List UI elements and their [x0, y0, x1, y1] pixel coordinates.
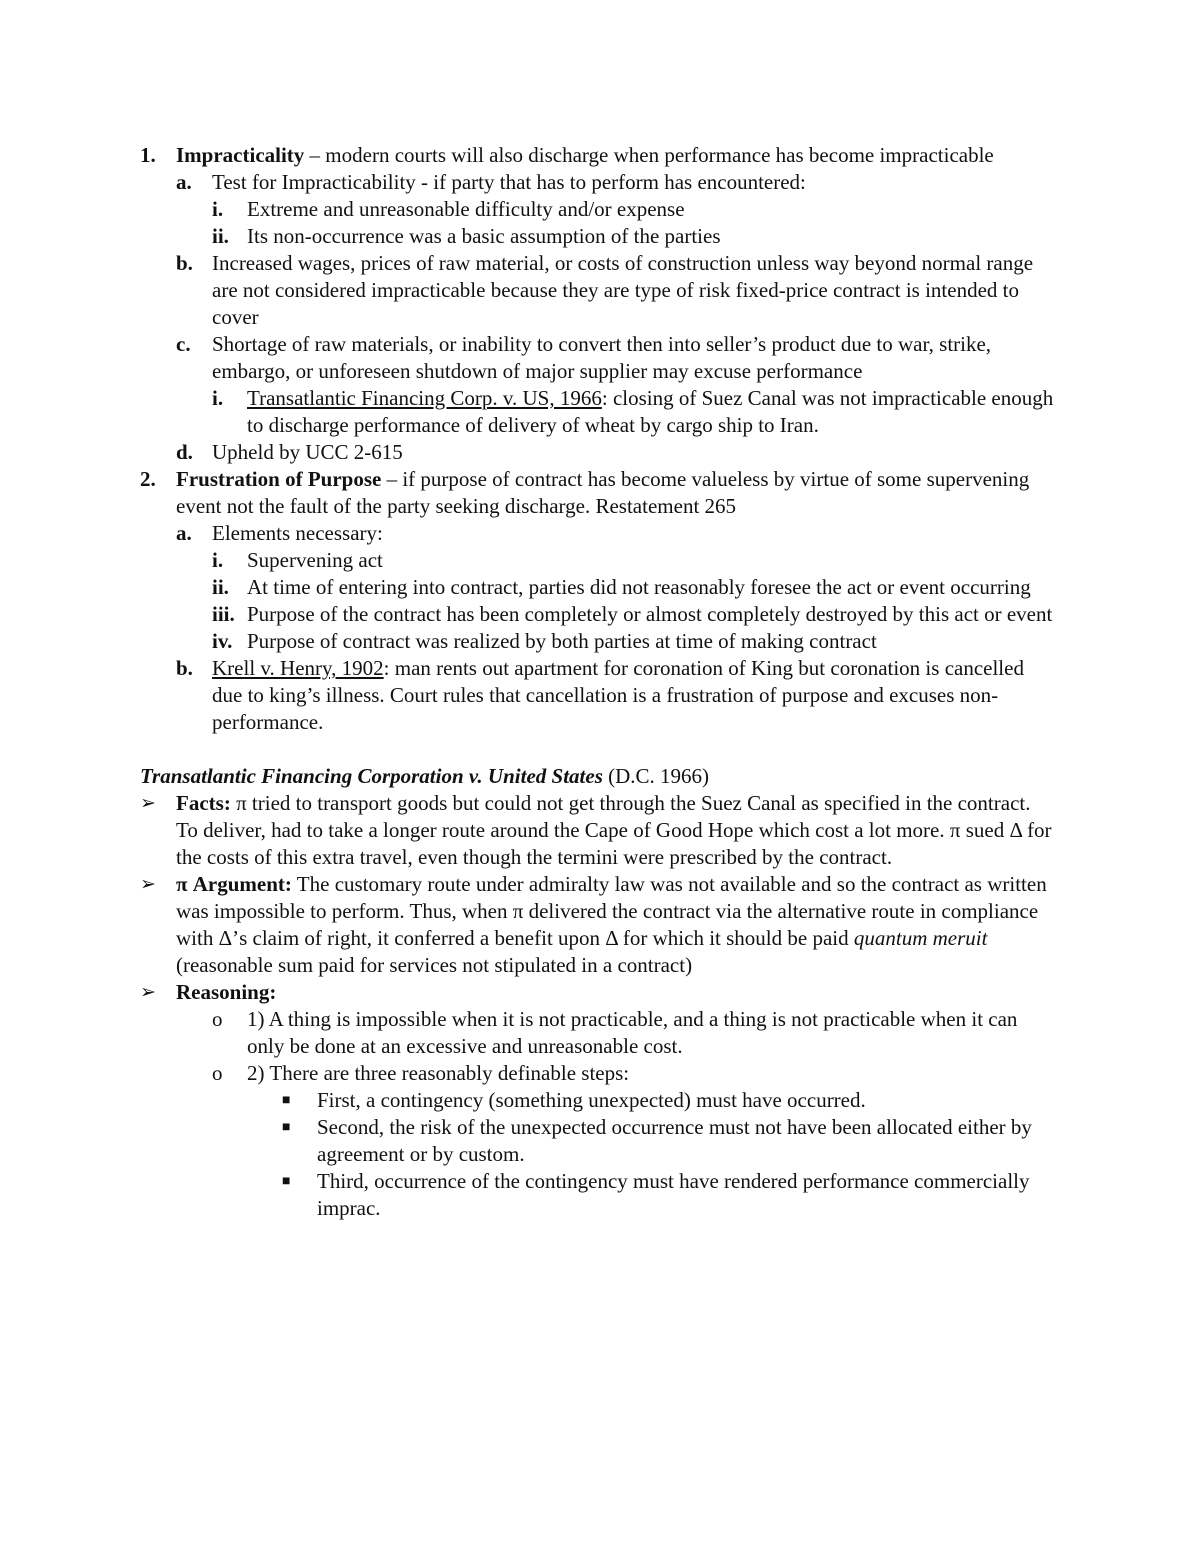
document-page — [0, 142, 1200, 1222]
reasoning-step — [0, 1087, 1200, 1114]
list-text: Krell v. Henry, 1902: man rents out apartment for coronation of King but coronation is cancelled due to king’s illness. Court rules that cancellation is a frustration of purpose and excuses non-performance. — [212, 656, 1024, 734]
list-text: 2) There are three reasonably definable steps: — [247, 1061, 630, 1085]
brief-facts — [0, 790, 1200, 871]
argument-label: Argument: — [192, 872, 292, 896]
list-letter: b. — [176, 251, 193, 275]
list-roman: i. — [212, 548, 224, 572]
list-text: Purpose of the contract has been completely or almost completely destroyed by this act or event — [247, 602, 1053, 626]
list-letter: c. — [176, 332, 191, 356]
list-item — [0, 601, 1200, 628]
list-item — [0, 574, 1200, 601]
list-text: At time of entering into contract, parties did not reasonably foresee the act or event occurring — [247, 575, 1031, 599]
list-roman: iii. — [212, 602, 235, 626]
square-bullet-icon: ■ — [282, 1093, 291, 1108]
list-text: Increased wages, prices of raw material, or costs of construction unless way beyond normal range are not considered impracticable because they are type of risk fixed-price contract is intended to cover — [212, 251, 1034, 329]
list-text: Shortage of raw materials, or inability to convert then into seller’s product due to war, strike, embargo, or unforeseen shutdown of major supplier may excuse performance — [212, 332, 992, 383]
list-item — [0, 196, 1200, 223]
outline-item-frustration — [0, 466, 1200, 520]
list-roman: i. — [212, 386, 224, 410]
reasoning-label: Reasoning: — [176, 980, 277, 1004]
arrow-bullet-icon: ➢ — [140, 982, 156, 1003]
list-letter: a. — [176, 521, 192, 545]
list-number: 2. — [140, 467, 156, 491]
list-roman: ii. — [212, 224, 229, 248]
outline-item-impracticality — [0, 142, 1200, 169]
arrow-bullet-icon: ➢ — [140, 793, 156, 814]
latin-term: quantum meruit — [853, 926, 988, 950]
list-letter: a. — [176, 170, 192, 194]
list-text: Frustration of Purpose – if purpose of contract has become valueless by virtue of some supervening event not the fault of the party seeking discharge. Restatement 265 — [176, 467, 1030, 518]
list-text — [176, 979, 1056, 1006]
square-bullet-icon: ■ — [282, 1174, 291, 1189]
list-item — [0, 169, 1200, 196]
case-citation: Krell v. Henry, 1902 — [212, 656, 384, 680]
list-text: Impracticality – modern courts will also discharge when performance has become impracticable — [176, 143, 994, 167]
list-letter: d. — [176, 440, 193, 464]
case-citation: Transatlantic Financing Corp. v. US, 1966 — [247, 386, 602, 410]
list-number: 1. — [140, 143, 156, 167]
brief-reasoning — [0, 979, 1200, 1006]
list-roman: iv. — [212, 629, 233, 653]
reasoning-point — [0, 1060, 1200, 1087]
list-text: Extreme and unreasonable difficulty and/or expense — [247, 197, 685, 221]
reasoning-step — [0, 1168, 1200, 1222]
list-text: First, a contingency (something unexpected) must have occurred. — [317, 1088, 866, 1112]
reasoning-point — [0, 1006, 1200, 1060]
brief-argument — [0, 871, 1200, 979]
list-letter: b. — [176, 656, 193, 680]
list-item — [0, 655, 1200, 736]
list-item — [0, 223, 1200, 250]
list-text: Transatlantic Financing Corp. v. US, 1966: closing of Suez Canal was not impracticable enough to discharge performance of delivery of wheat by cargo ship to Iran. — [247, 386, 1054, 437]
list-item — [0, 520, 1200, 547]
list-text: Third, occurrence of the contingency must have rendered performance commercially imprac. — [317, 1169, 1030, 1220]
list-item — [0, 628, 1200, 655]
list-text: Its non-occurrence was a basic assumption of the parties — [247, 224, 721, 248]
reasoning-step — [0, 1114, 1200, 1168]
list-text: Elements necessary: — [212, 521, 383, 545]
case-brief-title — [140, 763, 1056, 790]
argument-prefix: π — [176, 872, 188, 896]
list-item — [0, 331, 1200, 385]
list-text: π Argument: The customary route under admiralty law was not available and so the contract as written was impossible to perform. Thus, when π delivered the contract via the alternative route in compliance with Δ’s claim of right, it conferred a benefit upon Δ for which it should be paid quantum meruit (reasonable sum paid for services not stipulated in a contract) — [176, 872, 1047, 977]
heading-term: Frustration of Purpose — [176, 467, 382, 491]
circle-bullet-icon: o — [212, 1061, 223, 1085]
square-bullet-icon: ■ — [282, 1120, 291, 1135]
list-roman: ii. — [212, 575, 229, 599]
arrow-bullet-icon: ➢ — [140, 874, 156, 895]
circle-bullet-icon: o — [212, 1007, 223, 1031]
list-text: Test for Impracticability - if party that has to perform has encountered: — [212, 170, 806, 194]
facts-label: Facts: — [176, 791, 231, 815]
list-item — [0, 547, 1200, 574]
case-name: Transatlantic Financing Corporation v. United States — [140, 764, 603, 788]
list-item — [0, 385, 1200, 439]
list-text: Facts: π tried to transport goods but could not get through the Suez Canal as specified in the contract. To deliver, had to take a longer route around the Cape of Good Hope which cost a lot more. π sued Δ for the costs of this extra travel, even though the termini were prescribed by the contract. — [176, 791, 1052, 869]
list-text: Second, the risk of the unexpected occurrence must not have been allocated either by agreement or by custom. — [317, 1115, 1032, 1166]
list-text: Supervening act — [247, 548, 383, 572]
list-roman: i. — [212, 197, 224, 221]
list-text: 1) A thing is impossible when it is not practicable, and a thing is not practicable when it can only be done at an excessive and unreasonable cost. — [247, 1007, 1018, 1058]
list-item — [0, 439, 1200, 466]
list-text: Purpose of contract was realized by both parties at time of making contract — [247, 629, 877, 653]
list-text: Upheld by UCC 2-615 — [212, 440, 403, 464]
heading-term: Impracticality — [176, 143, 305, 167]
case-court: (D.C. 1966) — [602, 764, 710, 788]
list-item — [0, 250, 1200, 331]
